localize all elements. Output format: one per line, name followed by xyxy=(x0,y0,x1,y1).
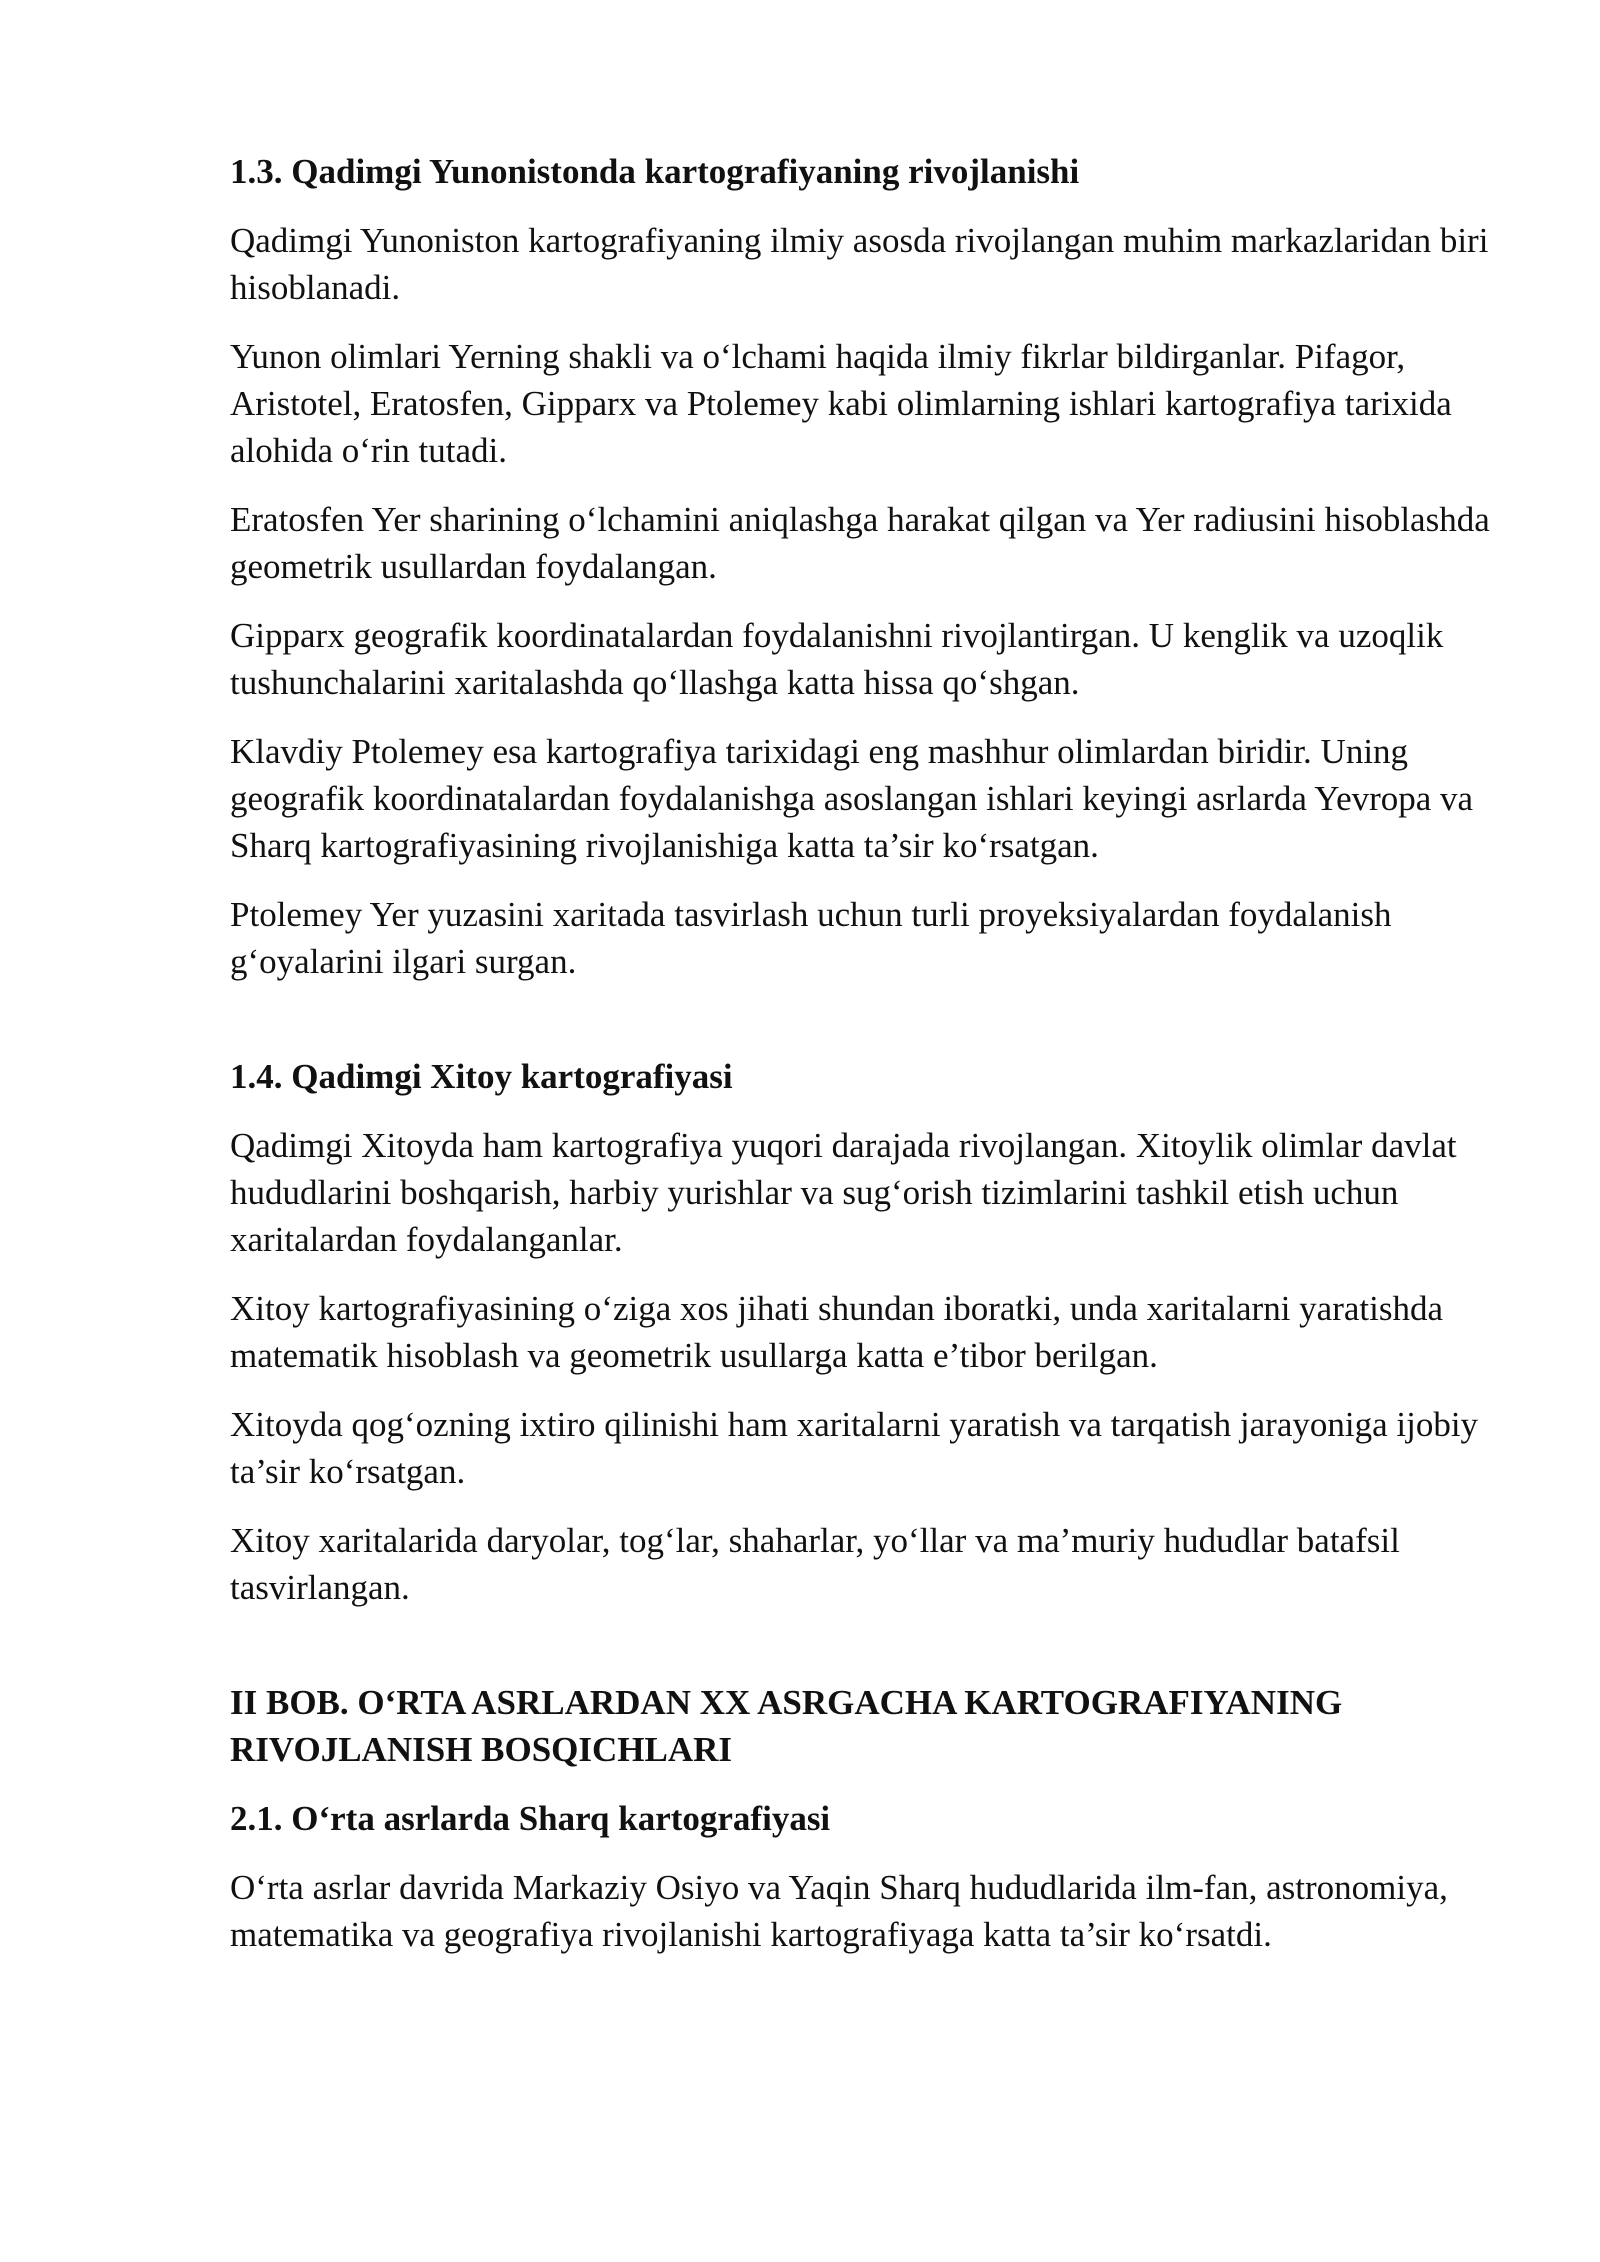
chapter-title xyxy=(230,1679,1530,1773)
paragraph: O‘rta asrlar davrida Markaziy Osiyo va Yaqin Sharq hududlarida ilm-fan, astronomiya, matematika va geografiya rivojlanishi kartografiyaga katta ta’sir ko‘rsatdi. xyxy=(230,1868,1448,1954)
paragraph: Klavdiy Ptolemey esa kartografiya tarixidagi eng mashhur olimlardan biridir. Uning geografik koordinatalardan foydalanishga asoslangan ishlari keyingi asrlarda Yevropa va Sharq kartografiyasining rivojlanishiga katta ta’sir ko‘rsatgan. xyxy=(230,732,1474,865)
paragraph: Qadimgi Xitoyda ham kartografiya yuqori darajada rivojlangan. Xitoylik olimlar davlat hududlarini boshqarish, harbiy yurishlar va sug‘orish tizimlarini tashkil etish uchun xaritalardan foydalanganlar. xyxy=(230,1126,1457,1259)
chapter-title-line-2: RIVOJLANISH BOSQICHLARI xyxy=(230,1730,733,1769)
paragraph: Eratosfen Yer sharining o‘lchamini aniqlashga harakat qilgan va Yer radiusini hisoblashda geometrik usullardan foydalangan. xyxy=(230,500,1490,586)
paragraph: Xitoy kartografiyasining o‘ziga xos jihati shundan iboratki, unda xaritalarni yaratishda matematik hisoblash va geometrik usullarga katta e’tibor berilgan. xyxy=(230,1289,1444,1375)
paragraph: Ptolemey Yer yuzasini xaritada tasvirlash uchun turli proyeksiyalardan foydalanish g‘oyalarini ilgari surgan. xyxy=(230,895,1392,981)
paragraph: Gipparx geografik koordinatalardan foydalanishni rivojlantirgan. U kenglik va uzoqlik tushunchalarini xaritalashda qo‘llashga katta hissa qo‘shgan. xyxy=(230,616,1444,702)
paragraph: Xitoy xaritalarida daryolar, tog‘lar, shaharlar, yo‘llar va ma’muriy hududlar batafsil tasvirlangan. xyxy=(230,1521,1400,1607)
document-page xyxy=(230,148,1530,1980)
chapter-title-line-1: II BOB. O‘RTA ASRLARDAN XX ASRGACHA KARTOGRAFIYANING xyxy=(230,1683,1343,1722)
section-heading-1-3: 1.3. Qadimgi Yunonistonda kartografiyaning rivojlanishi xyxy=(230,152,1080,191)
paragraph: Qadimgi Yunoniston kartografiyaning ilmiy asosda rivojlangan muhim markazlaridan biri hisoblanadi. xyxy=(230,221,1489,307)
paragraph: Xitoyda qog‘ozning ixtiro qilinishi ham xaritalarni yaratish va tarqatish jarayoniga ijobiy ta’sir ko‘rsatgan. xyxy=(230,1405,1479,1491)
section-heading-2-1: 2.1. O‘rta asrlarda Sharq kartografiyasi xyxy=(230,1799,831,1838)
paragraph: Yunon olimlari Yerning shakli va o‘lchami haqida ilmiy fikrlar bildirganlar. Pifagor, Aristotel, Eratosfen, Gipparx va Ptolemey kabi olimlarning ishlari kartografiya tarixida alohida o‘rin tutadi. xyxy=(230,337,1452,470)
section-heading-1-4: 1.4. Qadimgi Xitoy kartografiyasi xyxy=(230,1057,733,1096)
